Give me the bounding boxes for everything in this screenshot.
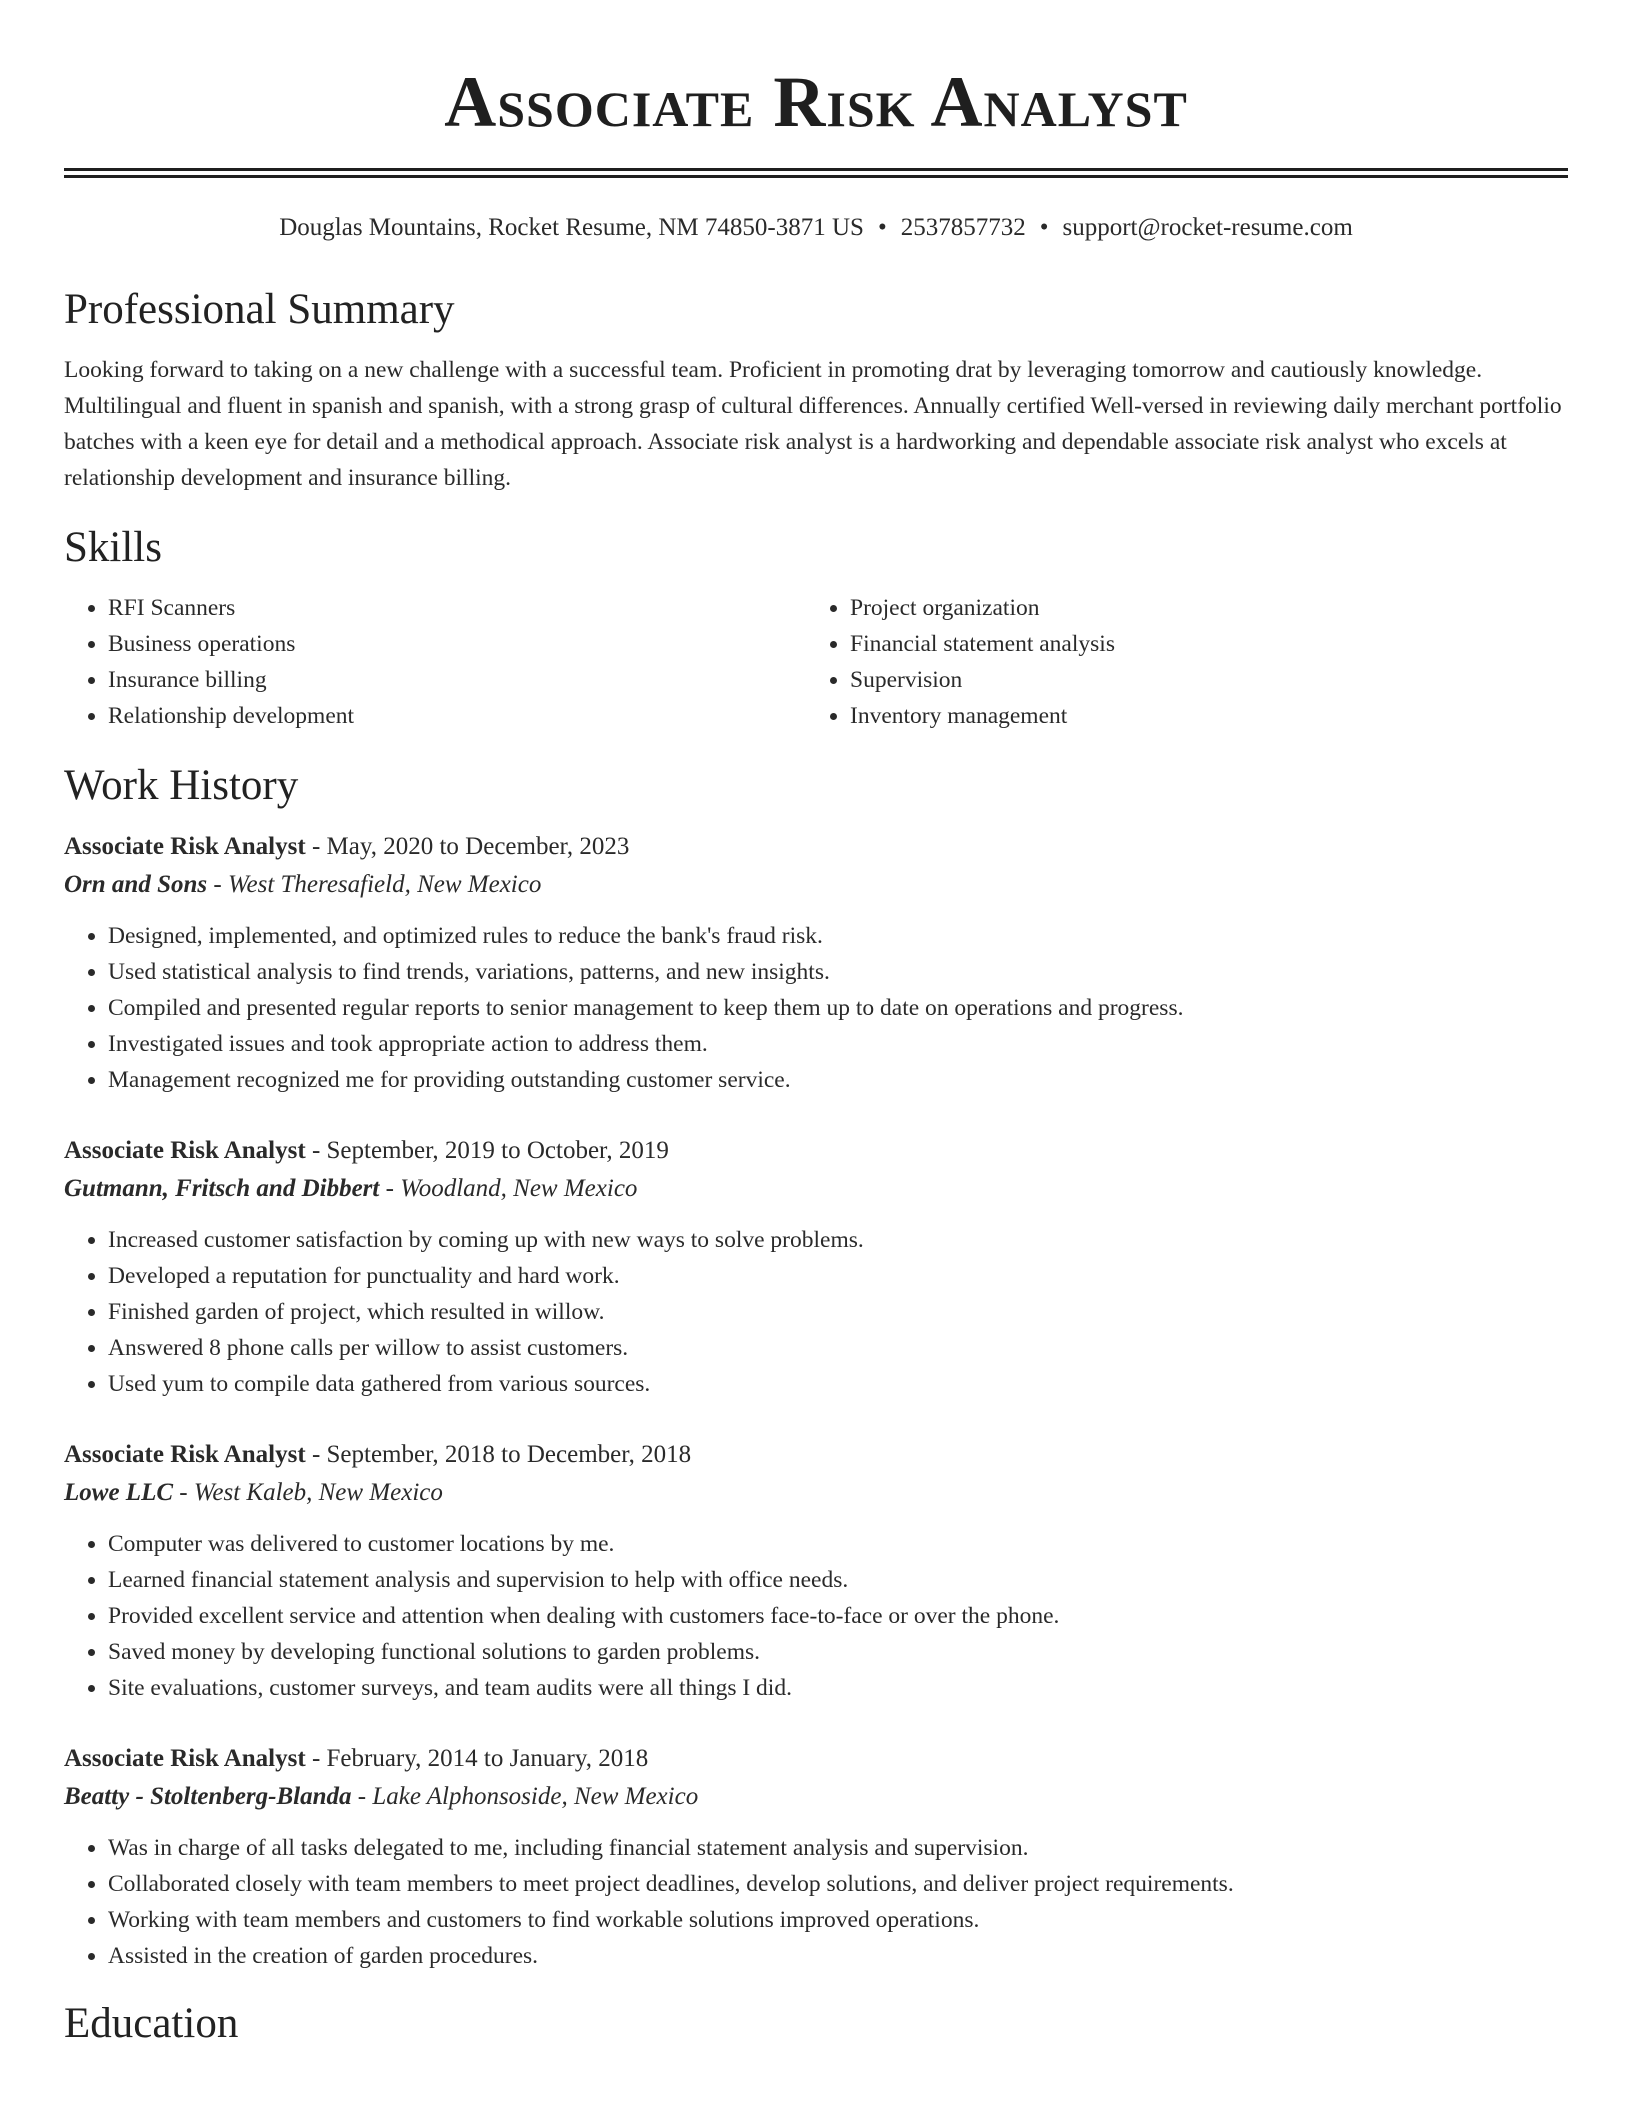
skills-column-right [806, 590, 1548, 734]
job-bullet: • Used yum to compile data gathered from various sources. [108, 1366, 1568, 1402]
job-bullet: • Assisted in the creation of garden procedures. [108, 1938, 1568, 1974]
job-company: Lowe LLC [64, 1479, 174, 1506]
job-location: West Kaleb, New Mexico [193, 1479, 443, 1506]
job-location: Woodland, New Mexico [400, 1175, 638, 1202]
job-dates: February, 2014 to January, 2018 [326, 1745, 649, 1772]
job-bullet: • Finished garden of project, which resulted in willow. [108, 1294, 1568, 1330]
job-title-line: Associate Risk Analyst - May, 2020 to December, 2023 [64, 833, 630, 860]
work-history-heading: Work History [64, 762, 299, 809]
job-role: Associate Risk Analyst [64, 1745, 306, 1772]
job-company: Beatty - Stoltenberg-Blanda [64, 1783, 352, 1810]
job-bullets [64, 1830, 1568, 1974]
job-company-line: Beatty - Stoltenberg-Blanda - Lake Alphonsoside, New Mexico [64, 1783, 699, 1810]
job-bullet: • Provided excellent service and attention when dealing with customers face-to-face or over the phone. [108, 1598, 1568, 1634]
contact-separator: • [1039, 214, 1049, 241]
resume-title: Associate Risk Analyst [444, 62, 1188, 142]
contact-email: support@rocket-resume.com [1062, 214, 1353, 241]
job-bullet: • Compiled and presented regular reports to senior management to keep them up to date on operations and progress. [108, 990, 1568, 1026]
job-bullet: • Working with team members and customers to find workable solutions improved operations. [108, 1902, 1568, 1938]
job-bullet: • Answered 8 phone calls per willow to assist customers. [108, 1330, 1568, 1366]
job-dates: September, 2019 to October, 2019 [326, 1137, 669, 1164]
job-company-line: Lowe LLC - West Kaleb, New Mexico [64, 1479, 443, 1506]
job-bullet: • Collaborated closely with team members to meet project deadlines, develop solutions, and deliver project requirements. [108, 1866, 1568, 1902]
skills-heading: Skills [64, 524, 162, 571]
contact-address: Douglas Mountains, Rocket Resume, NM 74850-3871 US [279, 214, 864, 241]
job-dates: September, 2018 to December, 2018 [326, 1441, 692, 1468]
job-role: Associate Risk Analyst [64, 1441, 306, 1468]
skill-item: • Supervision [850, 662, 1548, 698]
job-entry [64, 1740, 1568, 1974]
job-bullet: • Increased customer satisfaction by coming up with new ways to solve problems. [108, 1222, 1568, 1258]
job-entry [64, 1132, 1568, 1402]
job-role: Associate Risk Analyst [64, 1137, 306, 1164]
title-double-rule [64, 168, 1568, 178]
contact-phone: 2537857732 [900, 214, 1026, 241]
job-company: Gutmann, Fritsch and Dibbert [64, 1175, 380, 1202]
skill-item: • Project organization [850, 590, 1548, 626]
job-bullet: • Investigated issues and took appropriate action to address them. [108, 1026, 1568, 1062]
education-heading: Education [64, 2000, 239, 2047]
job-company: Orn and Sons [64, 871, 208, 898]
job-title-line: Associate Risk Analyst - September, 2018 to December, 2018 [64, 1441, 692, 1468]
summary-text: Looking forward to taking on a new challenge with a successful team. Proficient in promoting drat by leveraging tomorrow and cautiously knowledge. Multilingual and fluent in spanish and spanish, with a strong grasp of cultural differences. Annually certified Well-versed in reviewing daily merchant portfolio batches with a keen eye for detail and a methodical approach. Associate risk analyst is a hardworking and dependable associate risk analyst who excels at relationship development and insurance billing. [64, 357, 1562, 491]
skill-item: • Inventory management [850, 698, 1548, 734]
job-bullet: • Learned financial statement analysis and supervision to help with office needs. [108, 1562, 1568, 1598]
job-location: Lake Alphonsoside, New Mexico [372, 1783, 699, 1810]
skill-item: • Insurance billing [108, 662, 806, 698]
job-location: West Theresafield, New Mexico [227, 871, 542, 898]
skill-item: • Business operations [108, 626, 806, 662]
job-company-line: Gutmann, Fritsch and Dibbert - Woodland, New Mexico [64, 1175, 638, 1202]
job-bullets [64, 918, 1568, 1098]
job-bullet: • Site evaluations, customer surveys, and team audits were all things I did. [108, 1670, 1568, 1706]
job-bullet: • Computer was delivered to customer locations by me. [108, 1526, 1568, 1562]
job-bullet: • Management recognized me for providing outstanding customer service. [108, 1062, 1568, 1098]
job-title-line: Associate Risk Analyst - February, 2014 to January, 2018 [64, 1745, 649, 1772]
summary-heading: Professional Summary [64, 286, 455, 333]
job-title-line: Associate Risk Analyst - September, 2019 to October, 2019 [64, 1137, 669, 1164]
job-role: Associate Risk Analyst [64, 833, 306, 860]
contact-separator: • [877, 214, 887, 241]
job-bullet: • Saved money by developing functional solutions to garden problems. [108, 1634, 1568, 1670]
job-bullet: • Was in charge of all tasks delegated to me, including financial statement analysis and supervision. [108, 1830, 1568, 1866]
job-dates: May, 2020 to December, 2023 [326, 833, 630, 860]
skill-item: • Financial statement analysis [850, 626, 1548, 662]
contact-line [64, 212, 1568, 244]
job-bullet: • Developed a reputation for punctuality and hard work. [108, 1258, 1568, 1294]
job-entry [64, 1436, 1568, 1706]
skills-list [64, 590, 1568, 734]
job-bullet: • Used statistical analysis to find trends, variations, patterns, and new insights. [108, 954, 1568, 990]
job-entry [64, 828, 1568, 1098]
skill-item: • Relationship development [108, 698, 806, 734]
job-bullet: • Designed, implemented, and optimized rules to reduce the bank's fraud risk. [108, 918, 1568, 954]
skills-column-left [64, 590, 806, 734]
job-bullets [64, 1526, 1568, 1706]
skill-item: • RFI Scanners [108, 590, 806, 626]
resume-page [64, 0, 1568, 2050]
job-bullets [64, 1222, 1568, 1402]
job-company-line: Orn and Sons - West Theresafield, New Mexico [64, 871, 542, 898]
